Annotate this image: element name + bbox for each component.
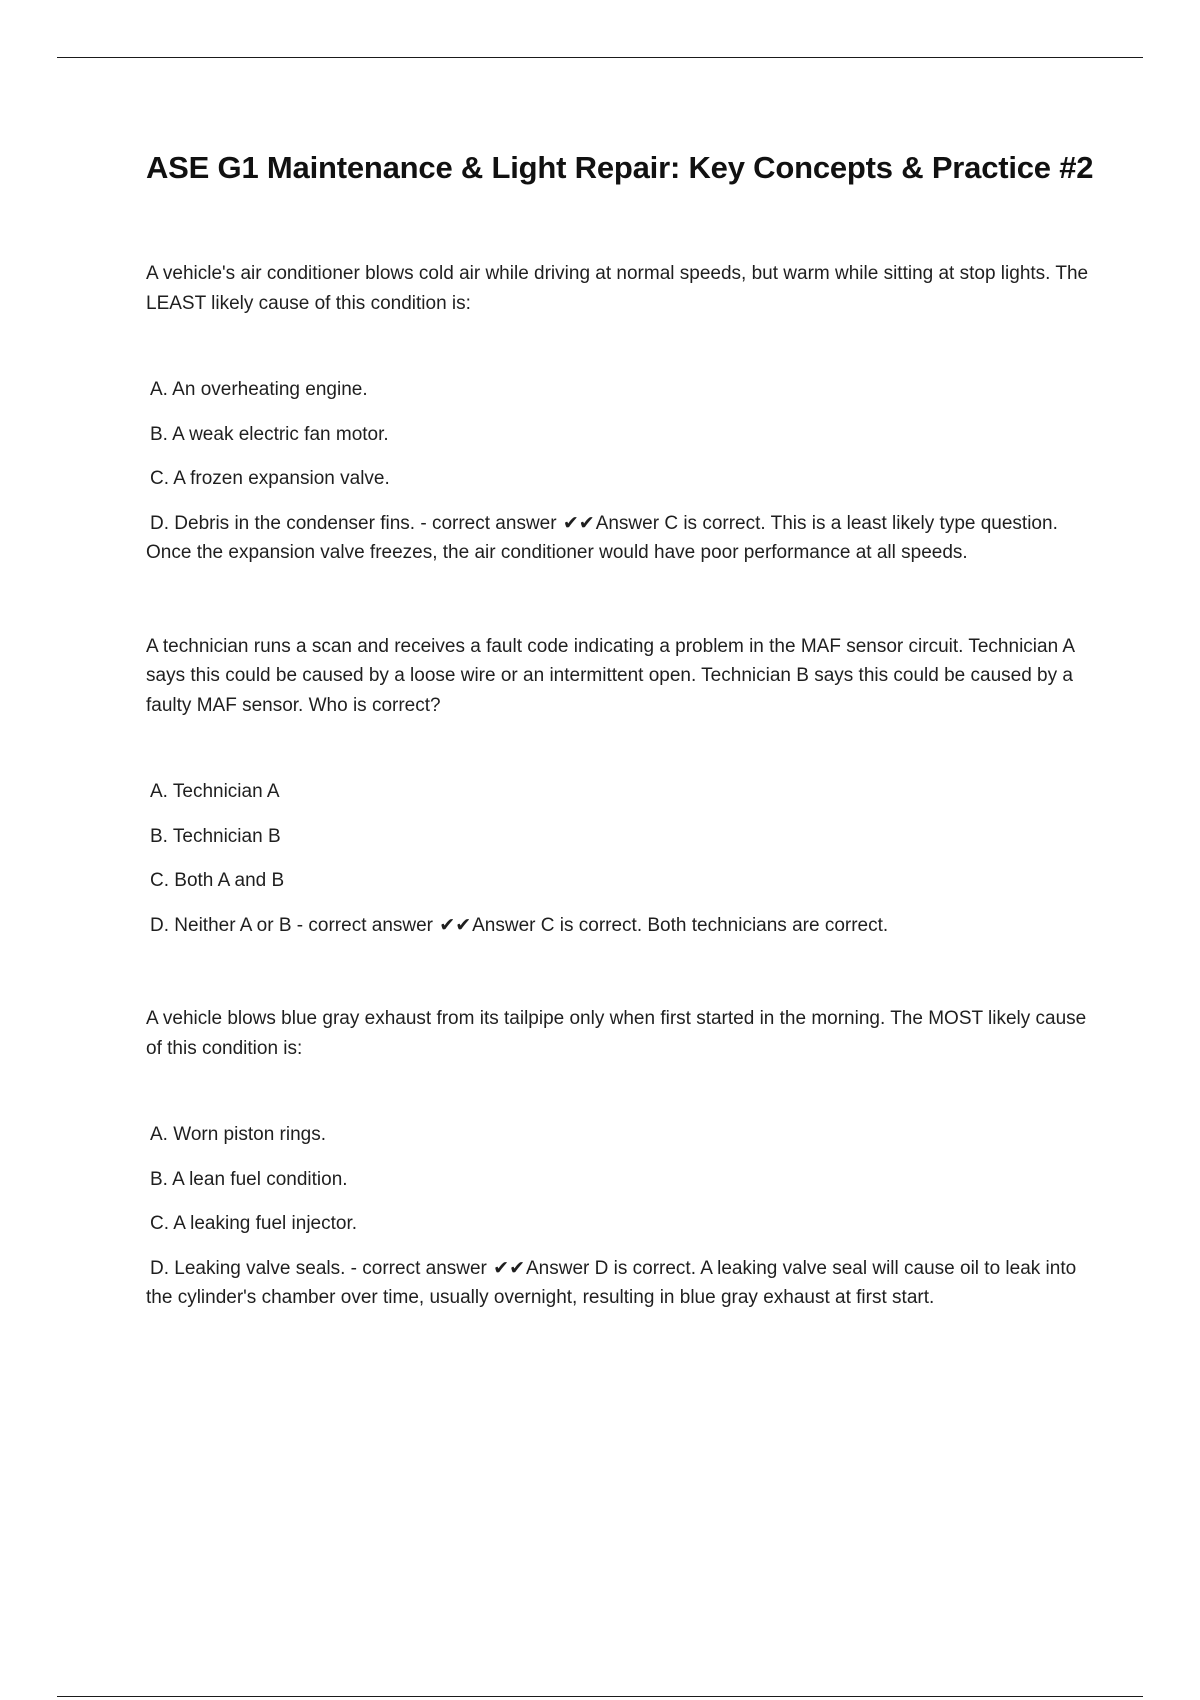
check-marks-icon: ✔✔ (439, 914, 472, 936)
answer-label: - correct answer (420, 512, 557, 534)
answer-explanation: Answer D is correct. A leaking valve seal will cause oil to leak into the cylinder's chamber over time, usually overnight, resulting in blue gray exhaust at first start. (146, 1257, 1077, 1308)
question-block (146, 632, 1096, 941)
option-item (146, 822, 1096, 852)
option-item (146, 866, 1096, 896)
option-text: B. A weak electric fan motor. (150, 423, 389, 445)
option-text: D. Leaking valve seals. (150, 1257, 346, 1279)
page-title: ASE G1 Maintenance & Light Repair: Key Concepts & Practice #2 (146, 150, 1094, 185)
option-text: D. Debris in the condenser fins. (150, 512, 416, 534)
option-text: B. A lean fuel condition. (150, 1168, 348, 1190)
option-item (146, 420, 1096, 450)
check-marks-icon: ✔✔ (493, 1257, 525, 1279)
document-body (146, 144, 1096, 1313)
option-text: A. Worn piston rings. (150, 1124, 327, 1145)
answer-label: - correct answer (350, 1257, 487, 1279)
option-item (146, 1165, 1096, 1195)
option-text: C. Both A and B (150, 870, 285, 891)
answer-label: - correct answer (296, 914, 433, 936)
option-item (146, 464, 1096, 494)
option-item (146, 375, 1096, 405)
option-text: A. Technician A (150, 781, 280, 802)
question-block (146, 1004, 1096, 1313)
option-item-with-answer (146, 509, 1096, 568)
option-item (146, 777, 1096, 807)
check-marks-icon: ✔✔ (562, 512, 595, 534)
bottom-divider (57, 1696, 1143, 1697)
option-text: D. Neither A or B (150, 914, 292, 936)
question-block (146, 259, 1096, 568)
answer-explanation: Answer C is correct. Both technicians are correct. (472, 914, 889, 936)
option-text: A. An overheating engine. (150, 379, 368, 400)
option-list (146, 1120, 1096, 1313)
option-item (146, 1120, 1096, 1150)
option-list (146, 777, 1096, 940)
question-text: A technician runs a scan and receives a fault code indicating a problem in the MAF sensor circuit. Technician A says this could be caused by a loose wire or an intermittent open. Technician B says this could be caused by a faulty MAF sensor. Who is correct? (146, 635, 1074, 716)
option-item (146, 1209, 1096, 1239)
option-item-with-answer (146, 1254, 1096, 1313)
question-text: A vehicle blows blue gray exhaust from its tailpipe only when first started in the morning. The MOST likely cause of this condition is: (146, 1008, 1087, 1059)
option-list (146, 375, 1096, 568)
answer-explanation: Answer C is correct. This is a least likely type question. Once the expansion valve freezes, the air conditioner would have poor performance at all speeds. (146, 512, 1058, 563)
question-text: A vehicle's air conditioner blows cold air while driving at normal speeds, but warm while sitting at stop lights. The LEAST likely cause of this condition is: (146, 263, 1089, 314)
option-item-with-answer (146, 911, 1096, 941)
top-divider (57, 57, 1143, 58)
option-text: C. A frozen expansion valve. (150, 468, 390, 489)
option-text: B. Technician B (150, 825, 281, 847)
option-text: C. A leaking fuel injector. (150, 1213, 358, 1234)
